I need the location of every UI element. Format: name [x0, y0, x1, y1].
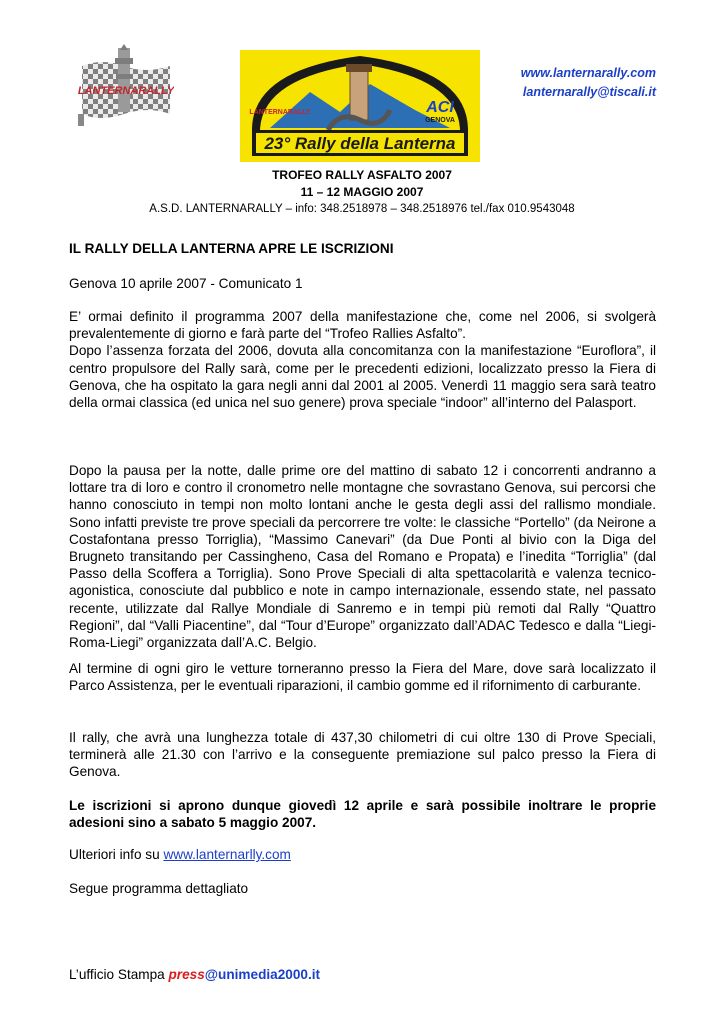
event-title: TROFEO RALLY ASFALTO 2007 [272, 168, 452, 182]
info-website-link[interactable]: www.lanternarlly.com [163, 847, 291, 862]
center-logo-small-left: LANTERNARALLY [249, 109, 311, 116]
paragraph-registrations: Le iscrizioni si aprono dunque giovedì 12 aprile e sarà possibile inoltrare le proprie adesioni sino a sabato 5 maggio 2007. [69, 798, 656, 831]
aci-logo-text: ACI [426, 99, 454, 116]
footer-prefix: L’ufficio Stampa [69, 967, 169, 982]
press-email-domain[interactable]: @unimedia2000.it [204, 967, 321, 982]
rally-della-lanterna-logo [240, 50, 480, 162]
lanternarally-logo [78, 44, 174, 126]
paragraph-4: Il rally, che avrà una lunghezza totale di 437,30 chilometri di cui oltre 130 di Prove Speciali, terminerà alle 21.30 con l’arrivo e la conseguente premiazione sul palco presso la Fiera di Genova. [69, 730, 656, 780]
center-logo-title: 23° Rally della Lanterna [264, 134, 456, 153]
programma-line: Segue programma dettagliato [69, 881, 249, 896]
paragraph-intro [69, 308, 656, 411]
left-logo-text: LANTERNARALLY [78, 85, 174, 97]
info-line [69, 846, 656, 863]
contact-block [521, 64, 656, 102]
info-prefix: Ulteriori info su [69, 847, 164, 862]
event-dates: 11 – 12 MAGGIO 2007 [300, 185, 424, 199]
paragraph-2: Dopo la pausa per la notte, dalle prime ore del mattino di sabato 12 i concorrenti andranno a lottare tra di loro e contro il cronometro nelle montagne che sovrastano Genova, sui percorsi che hanno conosciuto in tempi non molto lontani anche le gesta degli assi del rallismo mondiale. Sono infatti previste tre prove speciali da percorrere tre volte: le classiche “Portello” (da Neirone a Costafontana presso Torriglia), “Massimo Canevari” (da Due Ponti al bivio con la Diga del Brugneto transitando per Cassingheno, Casa del Romano e Propata) e l’inedita “Torriglia” (dal Passo della Scoffera a Torriglia). Sono Prove Speciali di alta spettacolarità e valenza tecnico-agonistica, conosciute dal pubblico e note in campo internazionale, essendo state, nel passato recente, utilizzate dal Rallye Mondiale di Sanremo e in tempi più remoti dal Rally “Quattro Regioni”, dal “Valli Piacentine”, dal “Tour d’Europe” organizzato dall’ADAC Tedesco e dalla “Liegi-Roma-Liegi” organizzata dall’A.C. Belgio. [69, 463, 656, 651]
article-dateline: Genova 10 aprile 2007 - Comunicato 1 [69, 276, 303, 291]
email-link[interactable]: lanternarally@tiscali.it [522, 85, 656, 99]
paragraph-1b: Dopo l’assenza forzata del 2006, dovuta alla concomitanza con la manifestazione “Euroflora”, il centro propulsore del Rally sarà, come per le precedenti edizioni, localizzato presso la Fiera di Genova, che ha ospitato la gara negli anni dal 2001 al 2005. Venerdì 11 maggio sera sarà teatro della ormai classica (ed unica nel suo genere) prova speciale “indoor” all’interno del Palasport. [69, 343, 656, 411]
paragraph-1: E’ ormai definito il programma 2007 della manifestazione che, come nel 2006, si svolgerà prevalentemente di giorno e farà parte del “Trofeo Rallies Asfalto”. [69, 309, 656, 342]
website-link[interactable]: www.lanternarally.com [520, 66, 656, 80]
paragraph-3: Al termine di ogni giro le vetture torneranno presso la Fiera del Mare, dove sarà localizzato il Parco Assistenza, per le eventuali riparazioni, il cambio gomme ed il rifornimento di carburante. [69, 661, 656, 694]
press-office-footer [69, 966, 656, 983]
article-heading: IL RALLY DELLA LANTERNA APRE LE ISCRIZIONI [69, 241, 394, 256]
event-organizer-info: A.S.D. LANTERNARALLY – info: 348.2518978 – 348.2518976 tel./fax 010.9543048 [149, 203, 575, 215]
rally-badge-icon [240, 50, 480, 162]
press-email-user[interactable]: press [168, 967, 205, 982]
checkered-flag-icon [78, 44, 174, 126]
aci-genova-text: GENOVA [425, 117, 455, 124]
